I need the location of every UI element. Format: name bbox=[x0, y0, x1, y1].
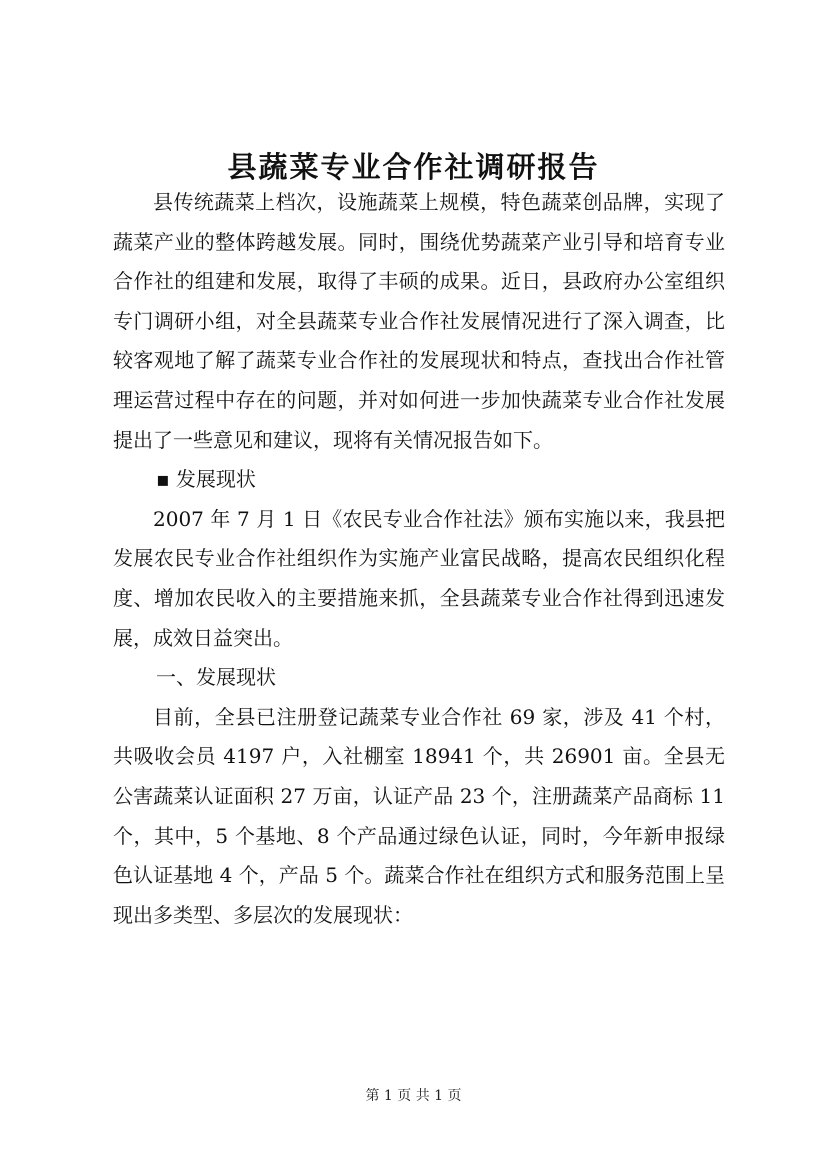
document-title: 县蔬菜专业合作社调研报告 bbox=[227, 150, 600, 184]
document-body bbox=[113, 183, 725, 935]
paragraph-law-background: 2007 年 7 月 1 日《农民专业合作社法》颁布实施以来，我县把发展农民专业合作社组织作为实施产业富民战略，提高农民组织化程度、增加农民收入的主要措施来抓，全县蔬菜专业合作社得到迅速发展，成效日益突出。 bbox=[113, 506, 725, 650]
section-heading-bullet: ▪ 发展现状 bbox=[156, 467, 256, 492]
page-number-footer: 第 1 页 共 1 页 bbox=[365, 1088, 462, 1104]
intro-paragraph: 县传统蔬菜上档次，设施蔬菜上规模，特色蔬菜创品牌，实现了蔬菜产业的整体跨越发展。同时，围绕优势蔬菜产业引导和培育专业合作社的组建和发展，取得了丰硕的成果。近日，县政府办公室组织专门调研小组，对全县蔬菜专业合作社发展情况进行了深入调查，比较客观地了解了蔬菜专业合作社的发展现状和特点，查找出合作社管理运营过程中存在的问题，并对如何进一步加快蔬菜专业合作社发展提出了一些意见和建议，现将有关情况报告如下。 bbox=[113, 190, 725, 452]
section-heading-1: 一、发展现状 bbox=[156, 665, 276, 690]
paragraph-current-status: 目前，全县已注册登记蔬菜专业合作社 69 家，涉及 41 个村，共吸收会员 4197 户，入社棚室 18941 个，共 26901 亩。全县无公害蔬菜认证面积 27 万亩，认证产品 23 个，注册蔬菜产品商标 11 个，其中，5 个基地、8 个产品通过绿色认证，同时，今年新申报绿色认证基地 4 个，产品 5 个。蔬菜合作社在组织方式和服务范围上呈现出多类型、多层次的发展现状： bbox=[113, 704, 725, 927]
